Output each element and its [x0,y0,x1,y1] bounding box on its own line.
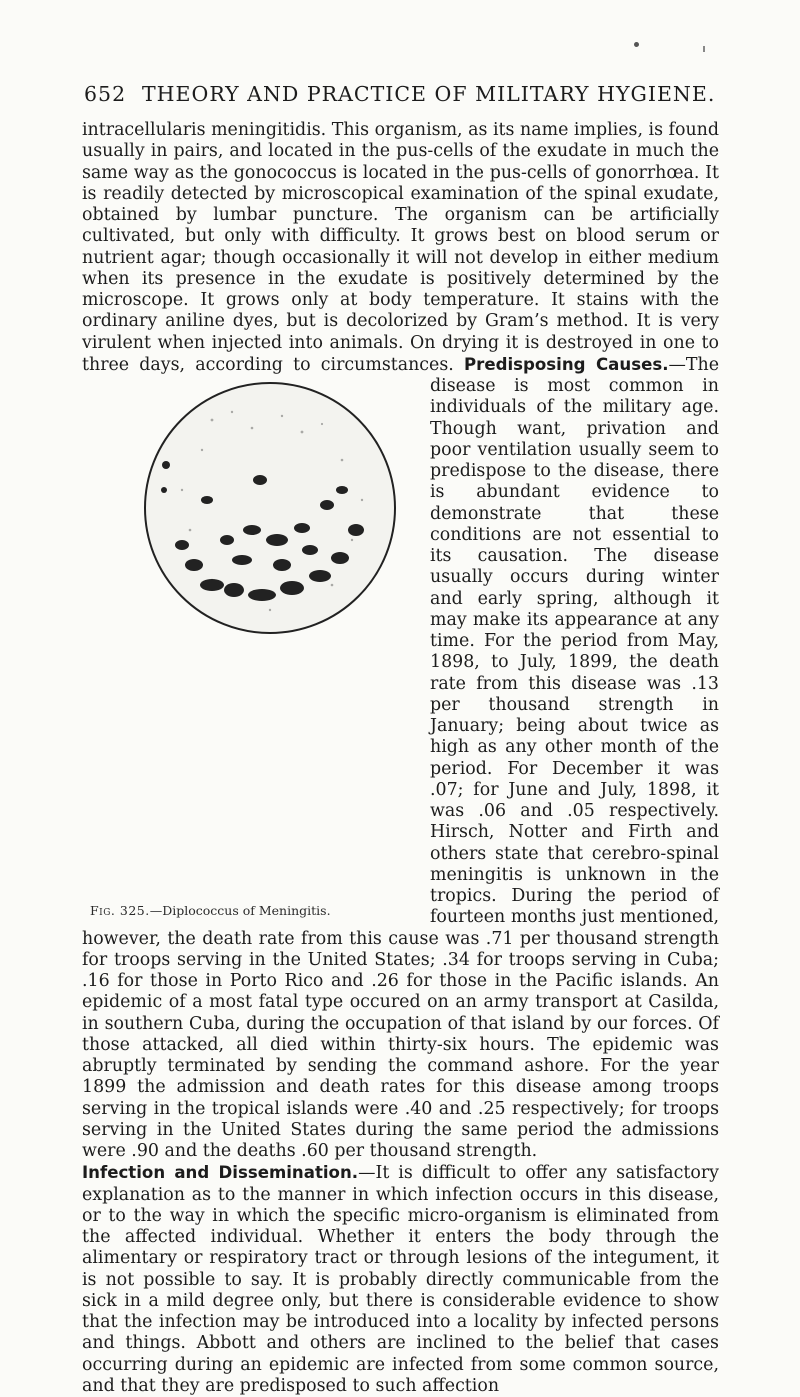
running-title: THEORY AND PRACTICE OF MILITARY HYGIENE. [142,82,716,106]
ink-mark [703,46,705,52]
figure-caption [90,900,331,921]
figure-caption-text: —Diplococcus of Meningitis. [149,903,331,918]
ink-speck [634,42,639,47]
diplococcus-micrograph [142,380,398,636]
heading-predisposing-causes: Predisposing Causes. [463,354,669,374]
body-text [82,120,719,1397]
paragraph-infection-dissemination: —It is difficult to offer any satisfactory explanation as to the manner in which infection occurs in this disease, or to the way in which the specific micro-organism is eliminated from the affected individual. Whether it enters the body through the alimentary or respiratory tract or through lesions of the integument, it is not possible to say. It is probably directly communicable from the sick in a mild degree only, but there is considerable evidence to show that the infection may be introduced into a locality by infected persons and things. Abbott and others are inclined to the belief that cases occurring during an epidemic are infected from some common source, and that they are predisposed to such affection [82,1163,719,1396]
figure-325 [82,380,430,928]
paragraph-intro: intracellularis meningitidis. This organism, as its name implies, is found usually in pairs, and located in the pus-cells of the exudate in much the same way as the gonococcus is located in the pus-cells of gonorrhœa. It is readily detected by microscopical examination of the spinal exudate, obtained by lumbar puncture. The organism can be artificially cultivated, but only with difficulty. It grows best on blood serum or nutrient agar; though occasionally it will not develop in either medium when its presence in the exudate is positively determined by the microscope. It grows only at body temperature. It stains with the ordinary aniline dyes, but is decolorized by Gram’s method. It is very virulent when injected into animals. On drying it is destroyed in one to three days, according to circumstances. [82,120,719,375]
page-number: 652 [84,82,127,106]
heading-infection-dissemination: Infection and Dissemination. [82,1163,359,1183]
paragraph-predisposing-causes: —The disease is most common in individuals of the military age. Though want, privation and poor ventilation usually seem to predispose to the disease, there is abundant evidence to demonstrate that these conditions are not essential to its causation. The disease usually occurs during winter and early spring, although it may make its appearance at any time. For the period from May, 1898, to July, 1899, the death rate from this disease was .13 per thousand strength in January; being about twice as high as any other month of the period. For December it was .07; for June and July, 1898, it was .06 and .05 respectively. Hirsch, Notter and Firth and others state that cerebro-spinal meningitis is unknown in the tropics. During the period of fourteen months just mentioned, however, the death rate from this cause was .71 per thousand strength for troops serving in the United States; .34 for troops serving in Cuba; .16 for those in Porto Rico and .26 for those in the Pacific islands. An epidemic of a most fatal type occured on an army transport at Casilda, in southern Cuba, during the occupation of that island by our forces. Of those attacked, all died within thirty-six hours. The epidemic was abruptly terminated by sending the command ashore. For the year 1899 the admission and death rates for this disease among troops serving in the tropical islands were .40 and .25 respectively; for troops serving in the United States during the same period the admissions were .90 and the deaths .60 per thousand strength. [82,354,719,1161]
running-header [84,82,716,106]
figure-label: Fig. 325. [90,903,150,918]
